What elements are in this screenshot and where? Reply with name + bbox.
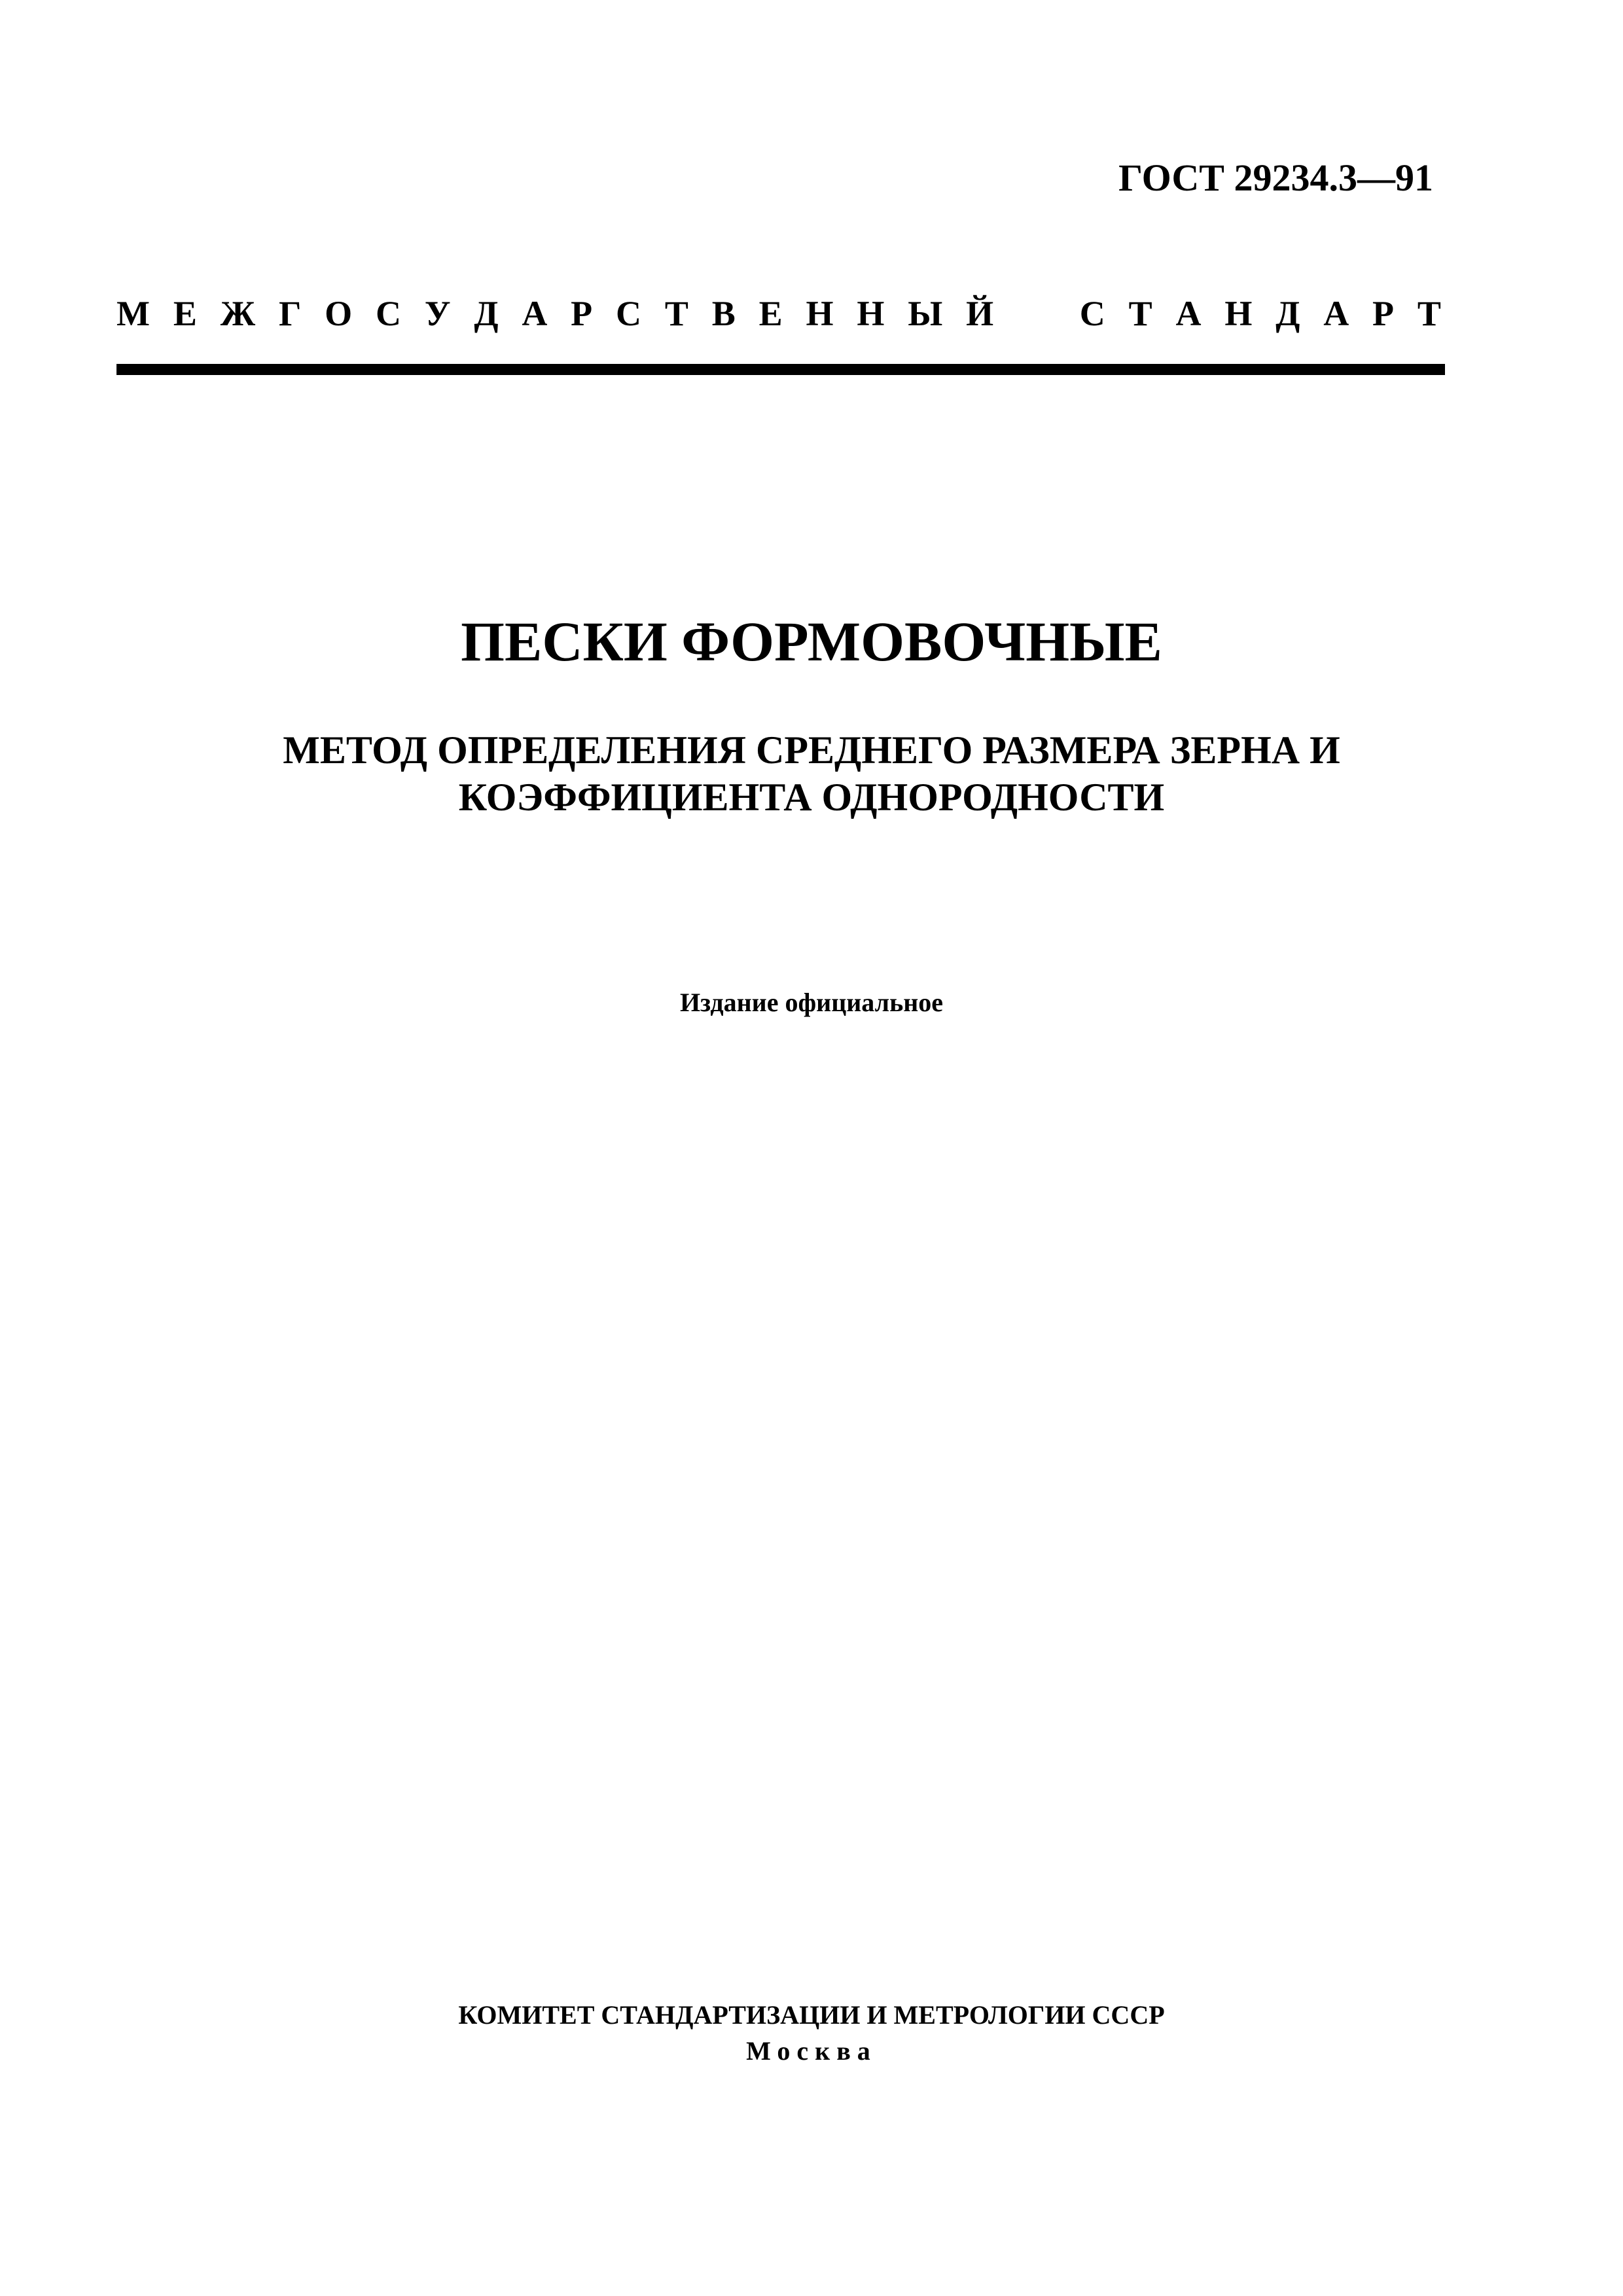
standard-type-letter: Т xyxy=(1128,294,1152,333)
header-rule xyxy=(116,364,1445,375)
word-gap xyxy=(1017,293,1056,334)
standard-type-letter: Д xyxy=(1275,294,1300,333)
standard-type-letter: А xyxy=(1323,294,1349,333)
standard-type-letter: Р xyxy=(571,294,593,333)
standard-type-letter: В xyxy=(711,294,736,333)
standard-type-letter: Р xyxy=(1372,294,1395,333)
subtitle-line: КОЭФФИЦИЕНТА ОДНОРОДНОСТИ xyxy=(458,776,1165,819)
publication-city: Москва xyxy=(746,2036,877,2066)
standard-type-letter: А xyxy=(1175,294,1202,333)
publisher-name: КОМИТЕТ СТАНДАРТИЗАЦИИ И МЕТРОЛОГИИ СССР xyxy=(458,2000,1165,2030)
standard-type-letter: А xyxy=(522,294,548,333)
standard-type-letter: Г xyxy=(278,294,302,333)
standard-type-letter: У xyxy=(424,294,451,333)
standard-type-letter: Н xyxy=(1224,294,1253,333)
standard-type-letter: М xyxy=(116,294,150,333)
standard-type-letter: Н xyxy=(806,294,834,333)
standard-type-letter: Т xyxy=(664,294,688,333)
standard-type-letter: С xyxy=(616,294,642,333)
standard-type-letter: С xyxy=(376,294,401,333)
document-title: ПЕСКИ ФОРМОВОЧНЫЕ xyxy=(461,610,1162,673)
standard-type-letter: Й xyxy=(966,294,994,333)
subtitle-line: МЕТОД ОПРЕДЕЛЕНИЯ СРЕДНЕГО РАЗМЕРА ЗЕРНА И xyxy=(283,728,1340,772)
standard-type-letter: Ы xyxy=(908,294,943,333)
standard-type-letter: Н xyxy=(857,294,885,333)
edition-note: Издание официальное xyxy=(679,988,944,1017)
standard-type-letter: Е xyxy=(758,294,783,333)
standard-number: ГОСТ 29234.3—91 xyxy=(1118,156,1433,199)
standard-type-letter: Т xyxy=(1417,294,1441,333)
document-subtitle xyxy=(0,726,1623,821)
standard-type-letter: Е xyxy=(173,294,197,333)
standard-type-letter: О xyxy=(325,294,353,333)
standard-type-letter: Ж xyxy=(220,294,256,333)
standard-type-letter: Д xyxy=(474,294,499,333)
standard-type-letter: С xyxy=(1079,294,1105,333)
standard-type-heading xyxy=(116,293,1441,334)
